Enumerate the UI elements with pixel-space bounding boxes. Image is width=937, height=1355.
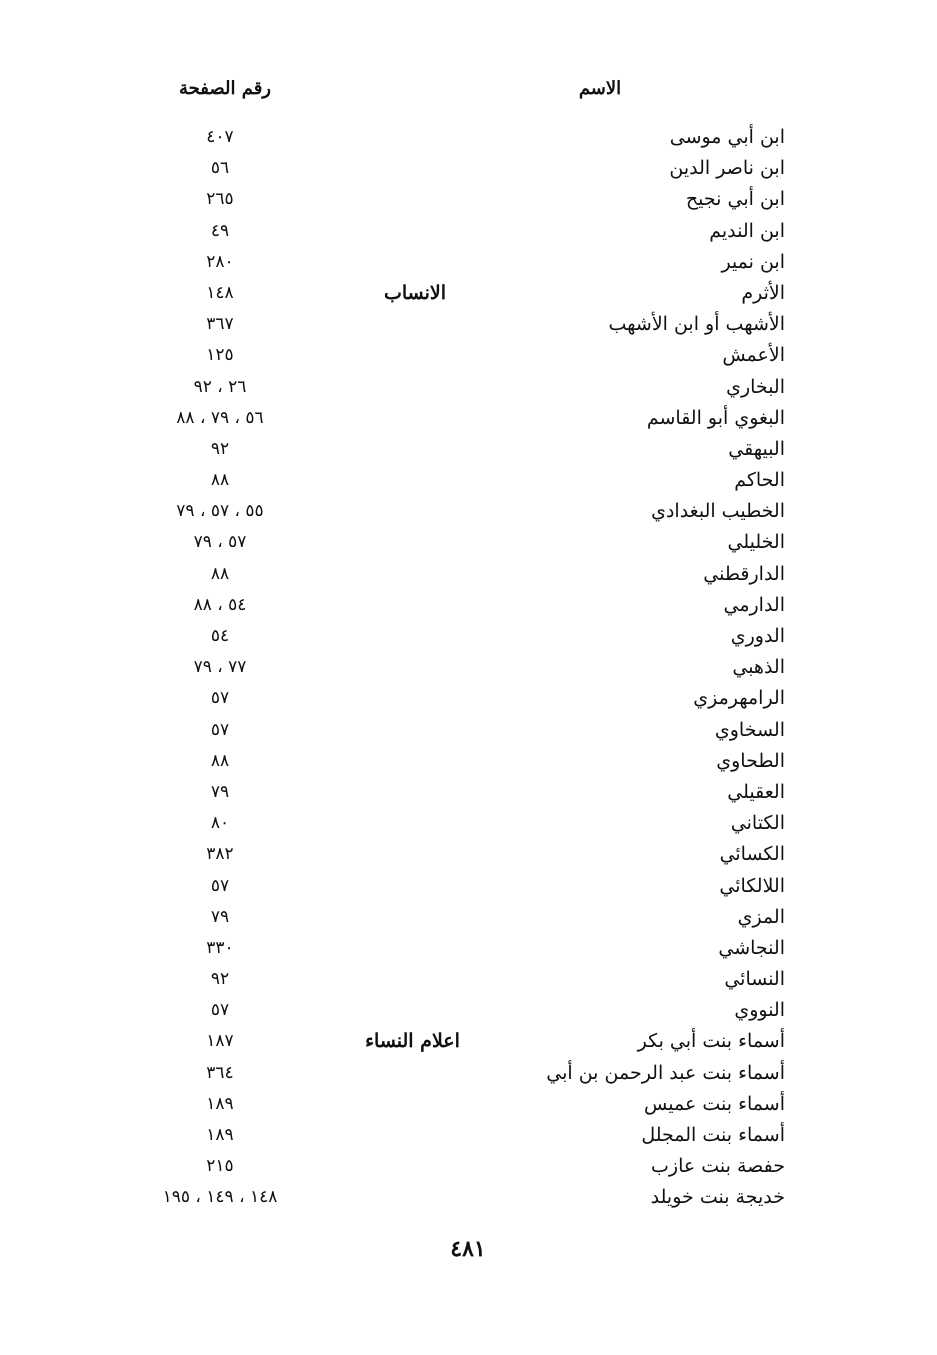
- index-row: [0, 1026, 937, 1057]
- entry-name: الطحاوي: [716, 749, 785, 772]
- index-row: [0, 434, 937, 465]
- index-row: [0, 527, 937, 558]
- index-row: [0, 496, 937, 527]
- index-row: [0, 902, 937, 933]
- entry-name: البيهقي: [728, 437, 785, 460]
- entry-name: ابن أبي نجيح: [685, 188, 785, 211]
- index-row: [0, 590, 937, 621]
- entry-page-numbers: ٨٨: [210, 563, 230, 584]
- entry-name: البغوي أبو القاسم: [646, 406, 785, 429]
- page-number-column-header: رقم الصفحة: [178, 78, 271, 99]
- index-row: [0, 621, 937, 652]
- section-heading: اعلام النساء: [365, 1030, 460, 1053]
- entry-name: ابن النديم: [709, 219, 785, 242]
- entry-name: الذهبي: [732, 656, 785, 679]
- entry-name: الأعمش: [722, 344, 785, 367]
- entry-name: النسائي: [724, 968, 785, 991]
- entry-page-numbers: ٤٩: [210, 220, 230, 241]
- index-row: [0, 995, 937, 1026]
- entry-name: الحاكم: [734, 469, 785, 492]
- entry-name: خديجة بنت خويلد: [650, 1186, 785, 1209]
- entry-page-numbers: ٧٧ ، ٧٩: [193, 657, 247, 678]
- index-row: [0, 871, 937, 902]
- entry-name: حفصة بنت عازب: [651, 1155, 785, 1178]
- entry-page-numbers: ٣٣٠: [206, 937, 234, 958]
- entry-page-numbers: ٥٤: [210, 626, 230, 646]
- entry-name: ابن نمير: [721, 250, 785, 273]
- index-row: [0, 964, 937, 995]
- entry-page-numbers: ٨٠: [210, 813, 230, 834]
- entry-page-numbers: ٩٢: [210, 969, 230, 990]
- entry-name: ابن أبي موسى: [669, 126, 785, 148]
- entry-page-numbers: ١٢٥: [206, 345, 234, 366]
- index-row: [0, 933, 937, 964]
- entry-page-numbers: ١٨٩: [206, 1093, 234, 1114]
- entry-page-numbers: ٣٦٧: [206, 314, 234, 335]
- index-row: [0, 403, 937, 434]
- entry-page-numbers: ٢٨٠: [206, 251, 234, 272]
- section-heading: الانساب: [383, 281, 447, 304]
- index-row: [0, 1151, 937, 1182]
- entry-name: الكتاني: [730, 812, 785, 835]
- entry-page-numbers: ١٨٧: [206, 1031, 234, 1052]
- entry-page-numbers: ٢٦٥: [206, 189, 234, 210]
- entry-name: السخاوي: [714, 718, 785, 741]
- entry-page-numbers: ٥٦ ، ٧٩ ، ٨٨: [176, 407, 264, 428]
- entry-page-numbers: ٧٩: [210, 781, 230, 802]
- index-row: [0, 1089, 937, 1120]
- index-row: [0, 808, 937, 839]
- entry-name: الخليلي: [727, 531, 785, 554]
- entry-name: المزي: [737, 905, 785, 928]
- index-row: [0, 184, 937, 215]
- entry-page-numbers: ٥٧: [210, 719, 230, 740]
- entry-name: الدوري: [730, 625, 785, 647]
- index-row: [0, 746, 937, 777]
- index-row: [0, 278, 937, 309]
- entry-page-numbers: ٥٧: [210, 688, 230, 709]
- entry-name: أسماء بنت عميس: [644, 1092, 785, 1115]
- entry-name: الأشهب أو ابن الأشهب: [608, 313, 785, 336]
- index-row: [0, 465, 937, 496]
- entry-name: الدارقطني: [703, 562, 785, 585]
- entry-name: النووي: [734, 999, 785, 1022]
- entry-name: البخاري: [726, 375, 785, 398]
- entry-page-numbers: ٣٦٤: [206, 1062, 234, 1083]
- index-list: [0, 122, 937, 1214]
- index-row: [0, 715, 937, 746]
- entry-page-numbers: ٤٠٧: [206, 127, 234, 147]
- entry-name: ابن ناصر الدين: [669, 157, 785, 180]
- entry-page-numbers: ١٨٩: [206, 1125, 234, 1145]
- entry-name: الكسائي: [719, 843, 785, 866]
- name-column-header: الاسم: [578, 78, 622, 99]
- entry-page-numbers: ٥٧: [210, 1000, 230, 1021]
- entry-name: الأثرم: [741, 281, 785, 304]
- index-row: [0, 839, 937, 870]
- entry-page-numbers: ٩٢: [210, 438, 230, 459]
- entry-page-numbers: ١٤٨ ، ١٤٩ ، ١٩٥: [162, 1187, 278, 1208]
- entry-page-numbers: ٥٥ ، ٥٧ ، ٧٩: [176, 501, 264, 522]
- index-row: [0, 372, 937, 403]
- entry-name: أسماء بنت أبي بكر: [637, 1030, 785, 1053]
- entry-name: العقيلي: [727, 780, 785, 803]
- index-row: [0, 777, 937, 808]
- entry-page-numbers: ٧٩: [210, 906, 230, 927]
- entry-page-numbers: ٢١٥: [206, 1156, 234, 1177]
- entry-name: الخطيب البغدادي: [651, 500, 785, 523]
- index-row: [0, 652, 937, 683]
- entry-name: النجاشي: [718, 936, 785, 959]
- entry-page-numbers: ٥٧ ، ٧٩: [193, 532, 247, 553]
- index-row: [0, 309, 937, 340]
- entry-name: الرامهرمزي: [693, 687, 785, 710]
- index-row: [0, 1120, 937, 1151]
- entry-page-numbers: ١٤٨: [206, 282, 234, 303]
- index-row: [0, 122, 937, 153]
- entry-name: اللالكائي: [719, 874, 785, 897]
- entry-page-numbers: ٣٨٢: [206, 844, 234, 865]
- index-row: [0, 216, 937, 247]
- entry-name: الدارمي: [723, 593, 785, 616]
- entry-name: أسماء بنت عبد الرحمن بن أبي: [546, 1061, 785, 1084]
- entry-page-numbers: ٥٦: [210, 158, 230, 179]
- index-row: [0, 1058, 937, 1089]
- index-row: [0, 559, 937, 590]
- entry-page-numbers: ٢٦ ، ٩٢: [193, 376, 247, 397]
- index-row: [0, 247, 937, 278]
- entry-page-numbers: ٥٤ ، ٨٨: [193, 594, 247, 615]
- index-row: [0, 340, 937, 371]
- entry-page-numbers: ٨٨: [210, 470, 230, 491]
- index-row: [0, 1182, 937, 1213]
- index-row: [0, 683, 937, 714]
- index-row: [0, 153, 937, 184]
- entry-page-numbers: ٨٨: [210, 750, 230, 771]
- entry-name: أسماء بنت المجلل: [641, 1124, 785, 1146]
- entry-page-numbers: ٥٧: [210, 875, 230, 896]
- page-folio: ٤٨١: [450, 1236, 486, 1262]
